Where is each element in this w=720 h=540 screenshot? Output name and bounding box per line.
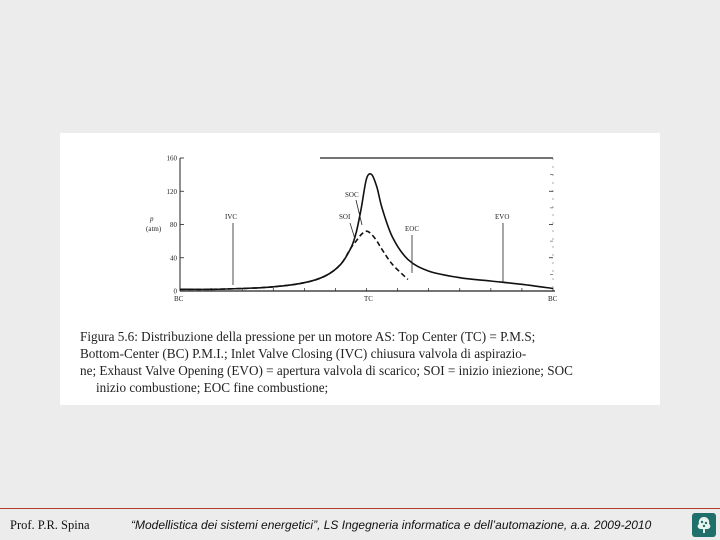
caption-line: Figura 5.6: Distribuzione della pressione per un motore AS: Top Center (TC) = P.M.S; (80, 329, 536, 344)
y-tick-group (167, 155, 554, 296)
caption-line: ne; Exhaust Valve Opening (EVO) = apertura valvola di scarico; SOI = inizio iniezione; SOC (80, 363, 573, 378)
y-axis-label-unit: (atm) (146, 225, 162, 233)
figure-caption (80, 328, 635, 396)
x-tick-label-bc-left: BC (174, 295, 184, 303)
annotation-soc: SOC (345, 191, 359, 199)
annotation-evo: EVO (495, 213, 510, 221)
y-axis-label-symbol: p (150, 215, 154, 223)
x-tick-label-bc-right: BC (548, 295, 558, 303)
caption-line: Bottom-Center (BC) P.M.I.; Inlet Valve Closing (IVC) chiusura valvola di aspirazio- (80, 346, 527, 361)
caption-line: inizio combustione; EOC fine combustione; (96, 380, 329, 395)
y-tick-label: 160 (166, 154, 177, 163)
annotation-ivc: IVC (225, 213, 238, 221)
annotation-soi-arrow (350, 223, 355, 239)
footer-divider (0, 508, 720, 509)
y-tick-label: 40 (170, 254, 177, 263)
footer-author: Prof. P.R. Spina (10, 518, 90, 532)
annotation-eoc: EOC (405, 225, 419, 233)
annotation-soi: SOI (339, 213, 351, 221)
figure-image (60, 133, 660, 405)
x-tick-label-tc: TC (364, 295, 373, 303)
y-tick-label: 80 (170, 221, 177, 229)
university-logo-icon (692, 513, 716, 537)
pressure-curve-motored (180, 231, 408, 289)
y-tick-label: 120 (166, 187, 177, 196)
y-tick-label: 0 (173, 287, 177, 296)
footer-course-title: “Modellistica dei sistemi energetici”, LS Ingegneria informatica e dell’automazione, a.a. 2009-2010 (131, 518, 652, 532)
